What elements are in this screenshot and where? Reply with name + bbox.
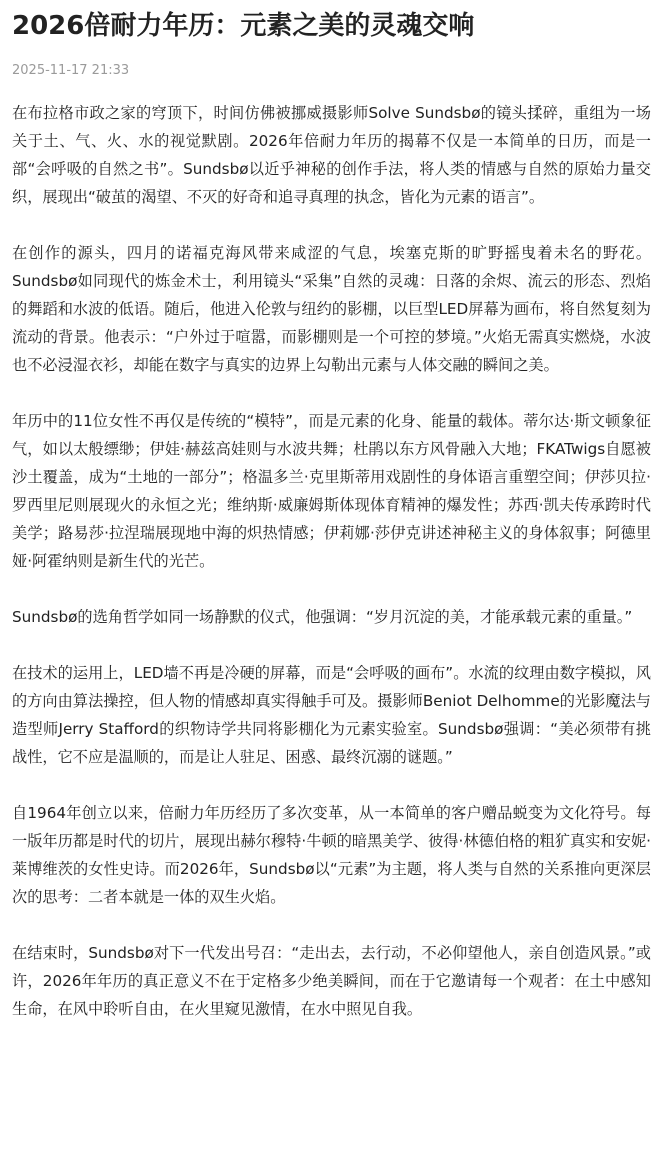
paragraph: 在布拉格市政之家的穹顶下，时间仿佛被挪威摄影师Solve Sundsbø的镜头揉碎，重组为一场关于土、气、火、水的视觉默剧。2026年倍耐力年历的揭幕不仅是一本简单的日历，而是一部“会呼吸的自然之书”。Sundsbø以近乎神秘的创作手法，将人类的情感与自然的原始力量交织，展现出“破茧的渴望、不灭的好奇和追寻真理的执念，皆化为元素的语言”。 xyxy=(12,104,651,206)
publish-timestamp: 2025-11-17 21:33 xyxy=(12,63,130,78)
paragraph: 自1964年创立以来，倍耐力年历经历了多次变革，从一本简单的客户赠品蜕变为文化符号。每一版年历都是时代的切片，展现出赫尔穆特·牛顿的暗黑美学、彼得·林德伯格的粗犷真实和安妮·莱博维茨的女性史诗。而2026年，Sundsbø以“元素”为主题，将人类与自然的关系推向更深层次的思考：二者本就是一体的双生火焰。 xyxy=(12,804,651,906)
paragraph: Sundsbø的选角哲学如同一场静默的仪式，他强调：“岁月沉淀的美，才能承载元素的重量。” xyxy=(12,608,633,626)
paragraph: 在结束时，Sundsbø对下一代发出号召：“走出去，去行动，不必仰望他人，亲自创造风景。”或许，2026年年历的真正意义不在于定格多少绝美瞬间，而在于它邀请每一个观者：在土中感知生命，在风中聆听自由，在火里窥见激情，在水中照见自我。 xyxy=(12,944,651,1018)
article-body xyxy=(12,99,651,1023)
paragraph: 在创作的源头，四月的诺福克海风带来咸涩的气息，埃塞克斯的旷野摇曳着未名的野花。Sundsbø如同现代的炼金术士，利用镜头“采集”自然的灵魂：日落的余烬、流云的形态、烈焰的舞蹈和水波的低语。随后，他进入伦敦与纽约的影棚，以巨型LED屏幕为画布，将自然复刻为流动的背景。他表示：“户外过于喧嚣，而影棚则是一个可控的梦境。”火焰无需真实燃烧，水波也不必浸湿衣衫，却能在数字与真实的边界上勾勒出元素与人体交融的瞬间之美。 xyxy=(12,244,651,374)
article-title: 2026倍耐力年历：元素之美的灵魂交响 xyxy=(12,11,475,41)
paragraph: 在技术的运用上，LED墙不再是冷硬的屏幕，而是“会呼吸的画布”。水流的纹理由数字模拟，风的方向由算法操控，但人物的情感却真实得触手可及。摄影师Beniot Delhomme的光影魔法与造型师Jerry Stafford的织物诗学共同将影棚化为元素实验室。Sundsbø强调：“美必须带有挑战性，它不应是温顺的，而是让人驻足、困惑、最终沉溺的谜题。” xyxy=(12,664,651,766)
paragraph: 年历中的11位女性不再仅是传统的“模特”，而是元素的化身、能量的载体。蒂尔达·斯文顿象征气，如以太般缥缈；伊娃·赫兹高娃则与水波共舞；杜鹃以东方风骨融入大地；FKATwigs自愿被沙土覆盖，成为“土地的一部分”；格温多兰·克里斯蒂用戏剧性的身体语言重塑空间；伊莎贝拉·罗西里尼则展现火的永恒之光；维纳斯·威廉姆斯体现体育精神的爆发性；苏西·凯夫传承跨时代美学；路易莎·拉涅瑞展现地中海的炽热情感；伊莉娜·莎伊克讲述神秘主义的身体叙事；阿德里娅·阿霍纳则是新生代的光芒。 xyxy=(12,412,651,570)
